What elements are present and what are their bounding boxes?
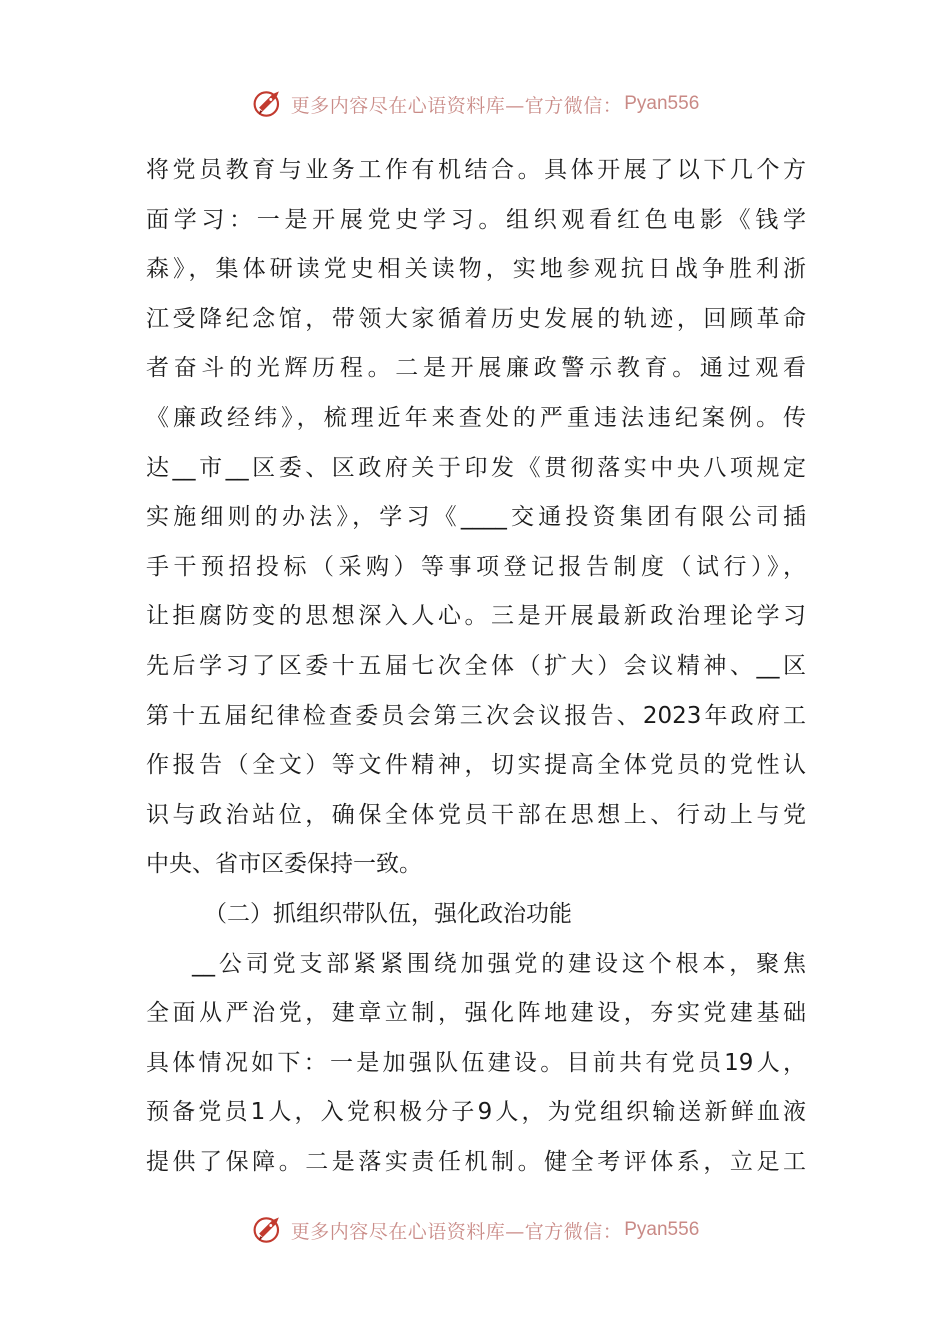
body-line: 让拒腐防变的思想深入人心。三是开展最新政治理论学习 <box>146 603 806 630</box>
section-line: 全面从严治党，建章立制，强化阵地建设，夯实党建基础 <box>146 1000 806 1027</box>
body-line: 《廉政经纬》，梳理近年来查处的严重违法违纪案例。传 <box>146 404 806 431</box>
body-line: 达__市__区委、区政府关于印发《贯彻落实中央八项规定 <box>146 454 806 481</box>
section-heading: （二）抓组织带队伍，强化政治功能 <box>204 900 572 927</box>
body-line: 江受降纪念馆，带领大家循着历史发展的轨迹，回顾革命 <box>146 305 806 332</box>
section-line: __公司党支部紧紧围绕加强党的建设这个根本，聚焦 <box>192 950 806 977</box>
body-line: 作报告（全文）等文件精神，切实提高全体党员的党性认 <box>146 752 806 779</box>
section-line: 提供了保障。二是落实责任机制。健全考评体系，立足工 <box>146 1148 806 1175</box>
header-watermark <box>0 84 950 124</box>
body-line: 手干预招投标（采购）等事项登记报告制度（试行）》， <box>146 553 806 580</box>
watermark-text: 更多内容尽在心语资料库—官方微信： <box>290 1220 623 1243</box>
watermark-text: 更多内容尽在心语资料库—官方微信： <box>290 94 623 117</box>
body-line: 森》，集体研读党史相关读物，实地参观抗日战争胜利浙 <box>146 256 806 283</box>
body-line: 先后学习了区委十五届七次全体（扩大）会议精神、__区 <box>146 652 806 679</box>
watermark-wechat-id: Pyan556 <box>624 1219 700 1240</box>
section-line: 具体情况如下：一是加强队伍建设。目前共有党员19人， <box>146 1049 806 1076</box>
footer-watermark <box>0 1210 950 1250</box>
body-line: 第十五届纪律检查委员会第三次会议报告、2023年政府工 <box>146 702 806 729</box>
body-line: 实施细则的办法》，学习《____交通投资集团有限公司插 <box>146 504 806 531</box>
document-body <box>146 146 806 1187</box>
pen-nib-logo-icon <box>251 86 287 122</box>
body-line: 面学习：一是开展党史学习。组织观看红色电影《钱学 <box>146 206 806 233</box>
body-line: 者奋斗的光辉历程。二是开展廉政警示教育。通过观看 <box>146 355 806 382</box>
body-line: 中央、省市区委保持一致。 <box>146 851 422 878</box>
pen-nib-logo-icon <box>251 1212 287 1248</box>
section-line: 预备党员1人，入党积极分子9人，为党组织输送新鲜血液 <box>146 1099 806 1126</box>
body-line: 识与政治站位，确保全体党员干部在思想上、行动上与党 <box>146 801 806 828</box>
body-line: 将党员教育与业务工作有机结合。具体开展了以下几个方 <box>146 157 806 183</box>
watermark-wechat-id: Pyan556 <box>624 93 700 114</box>
